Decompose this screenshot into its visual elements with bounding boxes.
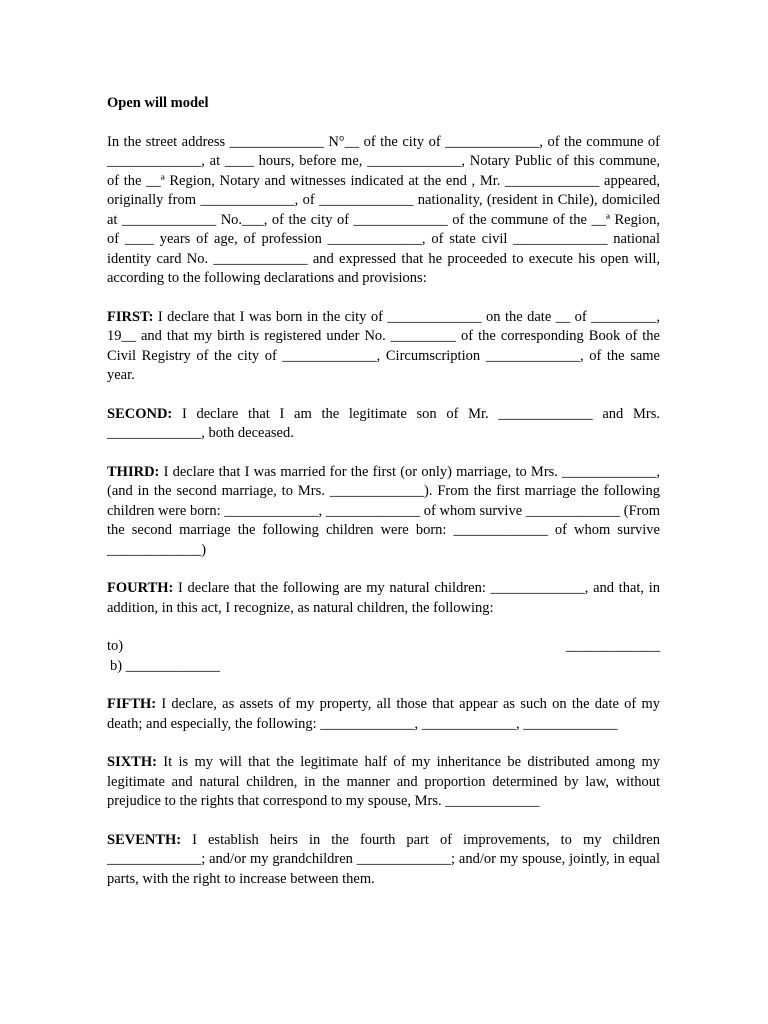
list-item-blank: _____________ [565,638,660,654]
list-item-label: b) [110,657,123,674]
list-item-blank: _____________ [125,657,220,674]
clause-label: SEVENTH: [107,831,182,848]
clause-text: I declare, as assets of my property, all those that appear as such on the date of my death; and especially, the following: _____________, _____________, _____________ [107,696,660,732]
clause-sixth [107,753,660,812]
clause-label: SIXTH: [107,754,157,770]
clause-fifth [107,695,660,734]
intro-paragraph: In the street address _____________ N°__ of the city of _____________, of the commune of _____________, at ____ hours, before me, _____________, Notary Public of this commune, of the __ª Region, Notary and witnesses indicated at the end , Mr. _____________ appeared, originally from _____________, of _____________ nationality, (resident in Chile), domiciled at _____________ No.___, of the city of _____________ of the commune of the __ª Region, of ____ years of age, of profession _____________, of state civil _____________ national identity card No. _____________ and expressed that he proceeded to execute his open will, according to the following declarations and provisions: [107,133,660,286]
clause-third [107,463,660,561]
clause-fourth [107,579,660,618]
clause-first [107,308,660,386]
clause-label: FOURTH: [107,580,174,596]
document-title: Open will model [107,95,209,111]
list-item [107,657,660,677]
clause-text: I declare that I was married for the first (or only) marriage, to Mrs. _____________, (and in the second marriage, to Mrs. _____________). From the first marriage the following children were born: _____________, _____________ of whom survive _____________ (From the second marriage the following children were born: _____________ of whom survive _____________) [107,463,660,558]
list-item-label: to) [107,638,124,654]
list-item-text [110,657,220,677]
clause-label: THIRD: [107,463,160,480]
clause-text: I declare that I was born in the city of _____________ on the date __ of _________, 19__ and that my birth is registered under No. _________ of the corresponding Book of the Civil Registry of the city of _____________, Circumscription _____________, of the same year. [107,308,660,383]
clause-label: FIRST: [107,308,154,325]
natural-children-list [107,637,660,676]
clause-text: I establish heirs in the fourth part of improvements, to my children _____________; and/or my grandchildren _____________; and/or my spouse, jointly, in equal parts, with the right to increase between them. [107,831,660,887]
clause-label: FIFTH: [107,696,157,712]
clause-text: It is my will that the legitimate half of my inheritance be distributed among my legitimate and natural children, in the manner and proportion determined by law, without prejudice to the rights that correspond to my spouse, Mrs. _____________ [107,754,660,809]
clause-second [107,405,660,444]
clause-text: I declare that I am the legitimate son of Mr. _____________ and Mrs. _____________, both deceased. [107,405,660,441]
clause-label: SECOND: [107,405,173,422]
clause-seventh [107,831,660,890]
clause-text: I declare that the following are my natural children: _____________, and that, in addition, in this act, I recognize, as natural children, the following: [107,580,660,616]
list-item [107,637,660,657]
